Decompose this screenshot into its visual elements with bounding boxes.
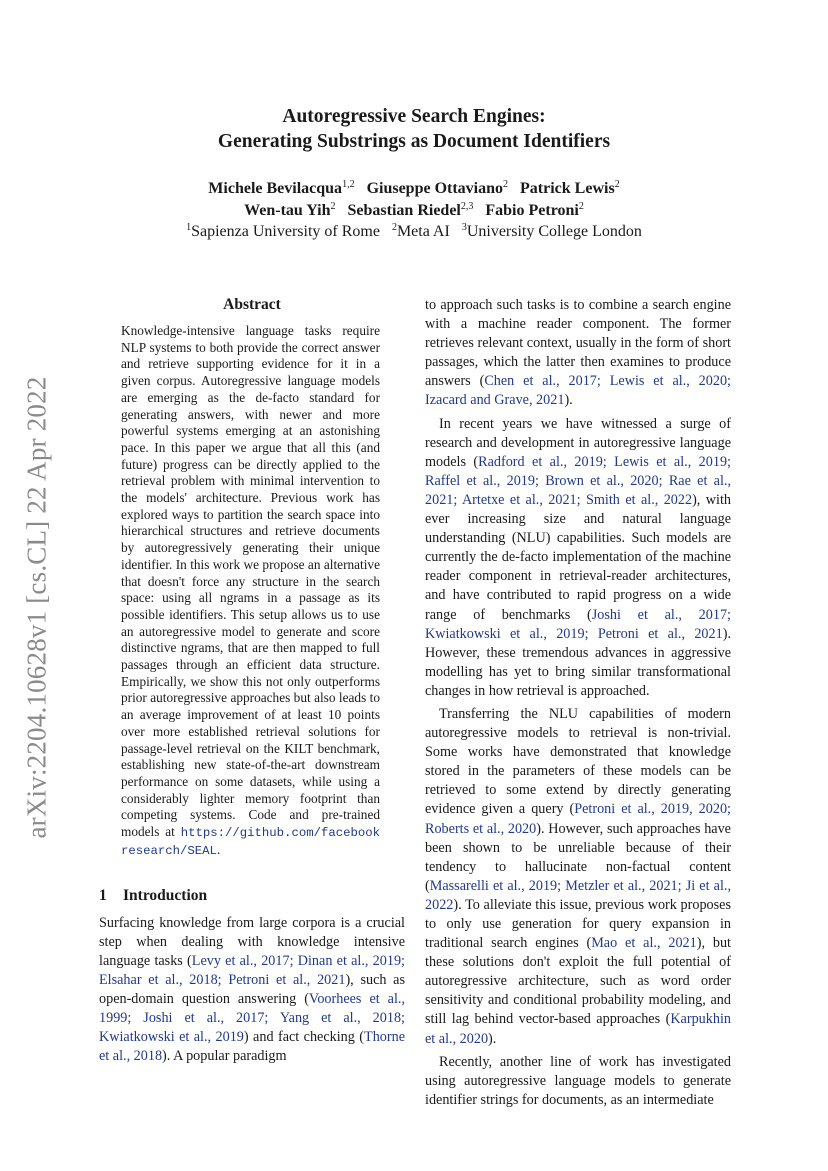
paragraph [425,1053,731,1110]
left-column [99,296,405,1070]
affiliation-mark: 3 [461,222,467,233]
author-name: Fabio Petroni [485,201,579,219]
citation-link[interactable]: Petroni et al., 2019, 2020; Roberts et al., 2020 [425,801,731,837]
citation-link[interactable]: Thorne et al., 2018 [99,1029,406,1065]
citation-link[interactable]: Radford et al., 2019; Lewis et al., 2019; Raffel et al., 2019; Brown et al., 2020; Rae et al., 2021; Artetxe et al., 2021; Smith et al., 2022 [425,453,731,508]
affiliation-name: Meta AI [396,223,450,240]
text-run: Recently, another line of work has investigated using autoregressive language models to generate identifier strings for documents, as an intermediate [425,1053,731,1108]
abstract-body: Knowledge-intensive language tasks require NLP systems to both provide the correct answer and retrieve supporting evidence for it in a given corpus. Autoregressive language models are emerging as the de-facto standard for generating answers, with newer and more powerful systems emerging at an astonishing pace. In this paper we argue that all this (and future) progress can be directly applied to the retrieval problem with minimal intervention to the models' architecture. Previous work has explored ways to partition the search space into hierarchical structures and retrieve documents by autoregressively generating their unique identifier. In this work we propose an alternative that doesn't force any structure in the search space: using all ngrams in a passage as its possible identifiers. This setup allows us to use an autoregressive model to generate and score distinctive ngrams, that are then mapped to full passages through an efficient data structure. Empirically, we show this not only outperforms prior autoregressive approaches but also leads to an average improvement of at least 10 points over more established retrieval solutions for passage-level retrieval on the KILT benchmark, establishing new state-of-the-art downstream performance on some datasets, while using a considerably lighter memory footprint than competing systems. Code and pre-trained models at [121,323,380,840]
paragraph [425,705,731,1049]
text-run: ). [488,1030,497,1047]
text-run: ). However, such approaches have been shown to be unreliable because of their tendency to hallucinate non-factual content ( [425,820,731,894]
text-run: ) and fact checking ( [243,1029,365,1046]
affiliation-name: Sapienza University of Rome [191,223,380,240]
text-run: to approach such tasks is to combine a search engine with a machine reader component. The former retrieves relevant context, usually in the form of short passages, which the latter then examines to produce answers ( [425,297,731,390]
abstract-end: . [216,841,221,857]
title-line-2: Generating Substrings as Document Identifiers [217,131,611,152]
author-affiliation-mark: 2 [330,200,336,212]
text-run: ), with ever increasing size and natural language understanding (NLU) capabilities. Such models are currently the de-facto implementation of the machine reader component in retrieval-reader architectures, and have contributed to rapid progress on a wide range of benchmarks ( [425,491,731,623]
citation-link[interactable]: Levy et al., 2017; Dinan et al., 2019; Elsahar et al., 2018; Petroni et al., 2021 [99,952,405,988]
section-heading-introduction [99,887,405,905]
author-affiliation-mark: 2 [578,200,584,212]
code-link[interactable]: https://github.com/facebookresearch/SEAL [121,826,380,858]
affiliation-mark: 2 [391,222,397,233]
author-name: Wen-tau Yih [244,201,331,219]
section-title: Introduction [123,886,208,904]
affiliation-name: University College London [466,223,642,240]
text-run: ), but these solutions don't exploit the full potential of autoregressive architecture, such as word order sensitivity and conditional probability modeling, and still lag behind vector-based approaches ( [425,935,731,1028]
text-run: ). [564,392,573,409]
affiliation-mark: 1 [186,222,192,233]
text-run: Transferring the NLU capabilities of modern autoregressive models to retrieval is non-trivial. Some works have demonstrated that knowledge stored in the parameters of these models can be retrieved to some extend by directly generating evidence given a query ( [425,705,731,818]
paragraph [425,415,731,701]
citation-link[interactable]: Karpukhin et al., 2020 [425,1011,731,1047]
author-name: Sebastian Riedel [347,201,461,219]
paper-title [0,104,828,154]
abstract-text [121,323,380,860]
text-run: ). To alleviate this issue, previous work proposes to only use generation for query expansion in traditional search engines ( [425,896,731,952]
author-line-1 [0,178,828,200]
citation-link[interactable]: Joshi et al., 2017; Kwiatkowski et al., 2019; Petroni et al., 2021 [425,606,731,642]
author-affiliation-mark: 2,3 [460,200,474,212]
author-affiliation-mark: 1,2 [342,179,355,190]
author-affiliation-mark: 2 [503,179,509,190]
text-run: ). A popular paradigm [162,1048,287,1065]
text-run: In recent years we have witnessed a surge of research and development in autoregressive language models ( [425,415,731,470]
text-run: ), such as open-domain question answering ( [99,971,406,1007]
citation-link[interactable]: Chen et al., 2017; Lewis et al., 2020; Izacard and Grave, 2021 [425,373,731,409]
citation-link[interactable]: Massarelli et al., 2019; Metzler et al., 2021; Ji et al., 2022 [425,877,731,913]
affiliation-line [0,221,828,243]
author-name: Patrick Lewis [520,180,615,197]
right-column [425,296,731,1114]
arxiv-stamp [22,362,52,852]
citation-link[interactable]: Voorhees et al., 1999; Joshi et al., 2017; Yang et al., 2018; Kwiatkowski et al., 2019 [99,990,405,1046]
text-run: Surfacing knowledge from large corpora is a crucial step when dealing with knowledge intensive language tasks ( [99,914,405,969]
paragraph [425,296,731,411]
author-name: Giuseppe Ottaviano [366,180,504,197]
author-block [0,178,828,243]
arxiv-identifier: arXiv:2204.10628v1 [cs.CL] 22 Apr 2022 [21,375,52,839]
section-number: 1 [99,886,107,904]
title-line-1: Autoregressive Search Engines: [282,106,546,127]
paragraph [99,914,405,1067]
abstract-heading: Abstract [223,296,281,313]
author-line-2 [0,200,828,222]
author-affiliation-mark: 2 [614,179,620,190]
intro-body-left [99,914,405,1067]
text-run: ). However, these tremendous advances in aggressive modelling has yet to bring similar transformational changes in how retrieval is approached. [425,625,731,699]
citation-link[interactable]: Mao et al., 2021 [591,935,697,952]
author-name: Michele Bevilacqua [208,180,343,197]
